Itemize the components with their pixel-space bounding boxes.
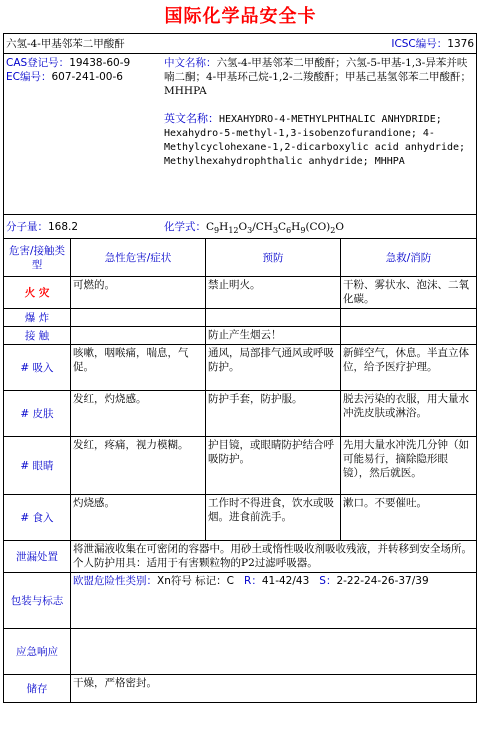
ingest-firstaid: 漱口。不要催吐。 bbox=[341, 495, 477, 541]
icsc-label: ICSC编号： bbox=[391, 37, 448, 50]
explosion-acute bbox=[71, 309, 206, 327]
ingest-prevention: 工作时不得进食，饮水或吸烟。进食前洗手。 bbox=[206, 495, 341, 541]
storage-value: 干燥，严格密封。 bbox=[71, 675, 477, 703]
identification-block bbox=[4, 54, 477, 215]
icsc-value: 1376 bbox=[447, 37, 475, 50]
fire-prevention: 禁止明火。 bbox=[206, 277, 341, 309]
header-prevention: 预防 bbox=[206, 239, 341, 277]
row-label-contact: 接 触 bbox=[4, 327, 71, 345]
header-type: 危害/接触类型 bbox=[4, 239, 71, 277]
fire-acute: 可燃的。 bbox=[71, 277, 206, 309]
en-name-label: 英文名称： bbox=[164, 112, 219, 125]
row-label-packaging: 包装与标志 bbox=[4, 573, 71, 629]
inhale-acute: 咳嗽，咽喉痛，喘息，气促。 bbox=[71, 345, 206, 391]
eye-acute: 发红，疼痛，视力模糊。 bbox=[71, 437, 206, 495]
cn-name-label: 中文名称： bbox=[164, 57, 217, 69]
row-label-emergency: 应急响应 bbox=[4, 629, 71, 675]
s-label: S： bbox=[319, 575, 337, 587]
cn-name-value: 六氢-4-甲基邻苯二甲酸酐；六氢-5-甲基-1,3-异苯并呋喃二酮；4-甲基环己烷-1,2-二羧酸酐；甲基己基氢邻苯二甲酸酐；MHHPA bbox=[164, 57, 472, 97]
eu-class-label: 欧盟危险性类别： bbox=[73, 575, 157, 587]
en-name-value: HEXAHYDRO-4-METHYLPHTHALIC ANHYDRIDE; Hexahydro-5-methyl-1,3-isobenzofurandione; 4-Methylcyclohexane-1,2-dicarboxylic acid anhydride; Methylhexahydrophthalic anhydride; MHHPA bbox=[164, 114, 466, 167]
ingest-acute: 灼烧感。 bbox=[71, 495, 206, 541]
skin-acute: 发红，灼烧感。 bbox=[71, 391, 206, 437]
row-label-skin: # 皮肤 bbox=[4, 391, 71, 437]
header-row bbox=[4, 34, 477, 54]
mw-label: 分子量： bbox=[6, 220, 48, 233]
eu-class-value: Xn符号 标记：C bbox=[157, 575, 235, 587]
contact-prevention: 防止产生烟云！ bbox=[206, 327, 341, 345]
inhale-firstaid: 新鲜空气，休息。半直立体位，给予医疗护理。 bbox=[341, 345, 477, 391]
row-label-storage: 储存 bbox=[4, 675, 71, 703]
chemical-formula: $C_9H_{12}O_3/CH_3C_6H_9(CO)_2O$ bbox=[206, 220, 344, 235]
row-label-eye: # 眼睛 bbox=[4, 437, 71, 495]
skin-prevention: 防护手套，防护服。 bbox=[206, 391, 341, 437]
inhale-prevention: 通风，局部排气通风或呼吸防护。 bbox=[206, 345, 341, 391]
row-label-fire: 火 灾 bbox=[4, 277, 71, 309]
packaging-value bbox=[71, 573, 477, 629]
row-label-ingest: # 食入 bbox=[4, 495, 71, 541]
ec-label: EC编号： bbox=[6, 71, 52, 83]
mw-formula-row bbox=[4, 215, 477, 239]
emergency-value bbox=[71, 629, 477, 675]
spill-value: 将泄漏液收集在可密闭的容器中。用砂土或惰性吸收剂吸收残液，并转移到安全场所。个人防护用具：适用于有害颗粒物的P2过滤呼吸器。 bbox=[71, 541, 477, 573]
s-value: 2-22-24-26-37/39 bbox=[336, 575, 429, 587]
explosion-prevention bbox=[206, 309, 341, 327]
row-label-inhale: # 吸入 bbox=[4, 345, 71, 391]
cas-value: 19438-60-9 bbox=[69, 57, 131, 69]
eye-firstaid: 先用大量水冲洗几分钟（如可能易行，摘除隐形眼镜），然后就医。 bbox=[341, 437, 477, 495]
fire-firstaid: 干粉、雾状水、泡沫、二氧化碳。 bbox=[341, 277, 477, 309]
header-firstaid: 急救/消防 bbox=[341, 239, 477, 277]
chemical-name-cn: 六氢-4-甲基邻苯二甲酸酐 bbox=[6, 37, 125, 50]
row-label-explosion: 爆 炸 bbox=[4, 309, 71, 327]
mw-value: 168.2 bbox=[48, 220, 79, 233]
r-value: 41-42/43 bbox=[261, 575, 310, 587]
r-label: R： bbox=[244, 575, 262, 587]
contact-acute bbox=[71, 327, 206, 345]
explosion-firstaid bbox=[341, 309, 477, 327]
contact-firstaid bbox=[341, 327, 477, 345]
ec-value: 607-241-00-6 bbox=[51, 71, 123, 83]
header-acute: 急性危害/症状 bbox=[71, 239, 206, 277]
cas-label: CAS登记号： bbox=[6, 57, 70, 69]
eye-prevention: 护目镜，或眼睛防护结合呼吸防护。 bbox=[206, 437, 341, 495]
formula-label: 化学式： bbox=[164, 220, 206, 233]
safety-card-table bbox=[3, 33, 477, 703]
row-label-spill: 泄漏处置 bbox=[4, 541, 71, 573]
skin-firstaid: 脱去污染的衣服，用大量水冲洗皮肤或淋浴。 bbox=[341, 391, 477, 437]
card-title: 国际化学品安全卡 bbox=[164, 6, 317, 27]
